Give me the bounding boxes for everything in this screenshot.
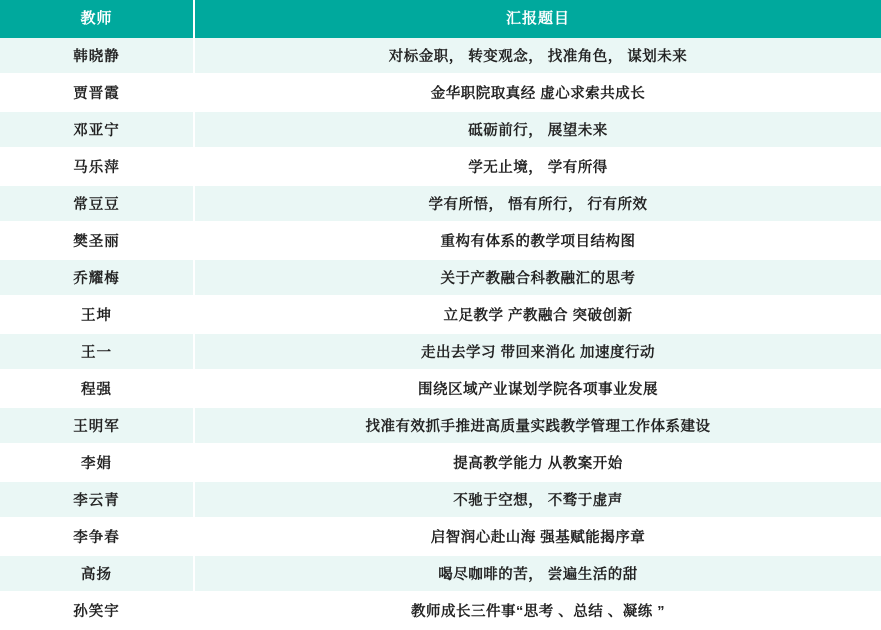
cell-teacher: 马乐萍	[0, 148, 194, 185]
table-header	[0, 0, 881, 38]
table-row	[0, 407, 881, 444]
table-row	[0, 592, 881, 629]
table-row	[0, 259, 881, 296]
table-row	[0, 148, 881, 185]
cell-teacher: 王一	[0, 333, 194, 370]
cell-teacher: 程强	[0, 370, 194, 407]
cell-report-title: 找准有效抓手推进高质量实践教学管理工作体系建设	[194, 407, 881, 444]
cell-teacher: 李娟	[0, 444, 194, 481]
cell-report-title: 围绕区域产业谋划学院各项事业发展	[194, 370, 881, 407]
cell-report-title: 喝尽咖啡的苦， 尝遍生活的甜	[194, 555, 881, 592]
column-header-teacher: 教师	[0, 0, 194, 38]
cell-report-title: 砥砺前行， 展望未来	[194, 111, 881, 148]
cell-teacher: 李云青	[0, 481, 194, 518]
table-row	[0, 111, 881, 148]
table-row	[0, 38, 881, 74]
cell-teacher: 邓亚宁	[0, 111, 194, 148]
cell-report-title: 学无止境， 学有所得	[194, 148, 881, 185]
cell-report-title: 教师成长三件事“思考 、总结 、凝练 ”	[194, 592, 881, 629]
cell-teacher: 孙笑宇	[0, 592, 194, 629]
cell-report-title: 启智润心赴山海 强基赋能揭序章	[194, 518, 881, 555]
cell-report-title: 学有所悟， 悟有所行， 行有所效	[194, 185, 881, 222]
table-row	[0, 481, 881, 518]
table-row	[0, 333, 881, 370]
cell-teacher: 王明军	[0, 407, 194, 444]
cell-report-title: 重构有体系的教学项目结构图	[194, 222, 881, 259]
table-row	[0, 296, 881, 333]
cell-teacher: 韩晓静	[0, 38, 194, 74]
table-row	[0, 444, 881, 481]
table-row	[0, 555, 881, 592]
cell-report-title: 关于产教融合科教融汇的思考	[194, 259, 881, 296]
table-row	[0, 222, 881, 259]
cell-teacher: 乔耀梅	[0, 259, 194, 296]
cell-teacher: 樊圣丽	[0, 222, 194, 259]
cell-teacher: 常豆豆	[0, 185, 194, 222]
cell-teacher: 李争春	[0, 518, 194, 555]
table-row	[0, 185, 881, 222]
cell-report-title: 走出去学习 带回来消化 加速度行动	[194, 333, 881, 370]
cell-teacher: 贾晋霞	[0, 74, 194, 111]
column-header-title: 汇报题目	[194, 0, 881, 38]
table-row	[0, 370, 881, 407]
table-header-row	[0, 0, 881, 38]
cell-teacher: 高扬	[0, 555, 194, 592]
cell-report-title: 立足教学 产教融合 突破创新	[194, 296, 881, 333]
table-row	[0, 518, 881, 555]
table-body	[0, 38, 881, 629]
table-row	[0, 74, 881, 111]
cell-report-title: 金华职院取真经 虚心求索共成长	[194, 74, 881, 111]
cell-report-title: 不驰于空想， 不骛于虚声	[194, 481, 881, 518]
cell-report-title: 提高教学能力 从教案开始	[194, 444, 881, 481]
cell-teacher: 王坤	[0, 296, 194, 333]
cell-report-title: 对标金职， 转变观念， 找准角色， 谋划未来	[194, 38, 881, 74]
